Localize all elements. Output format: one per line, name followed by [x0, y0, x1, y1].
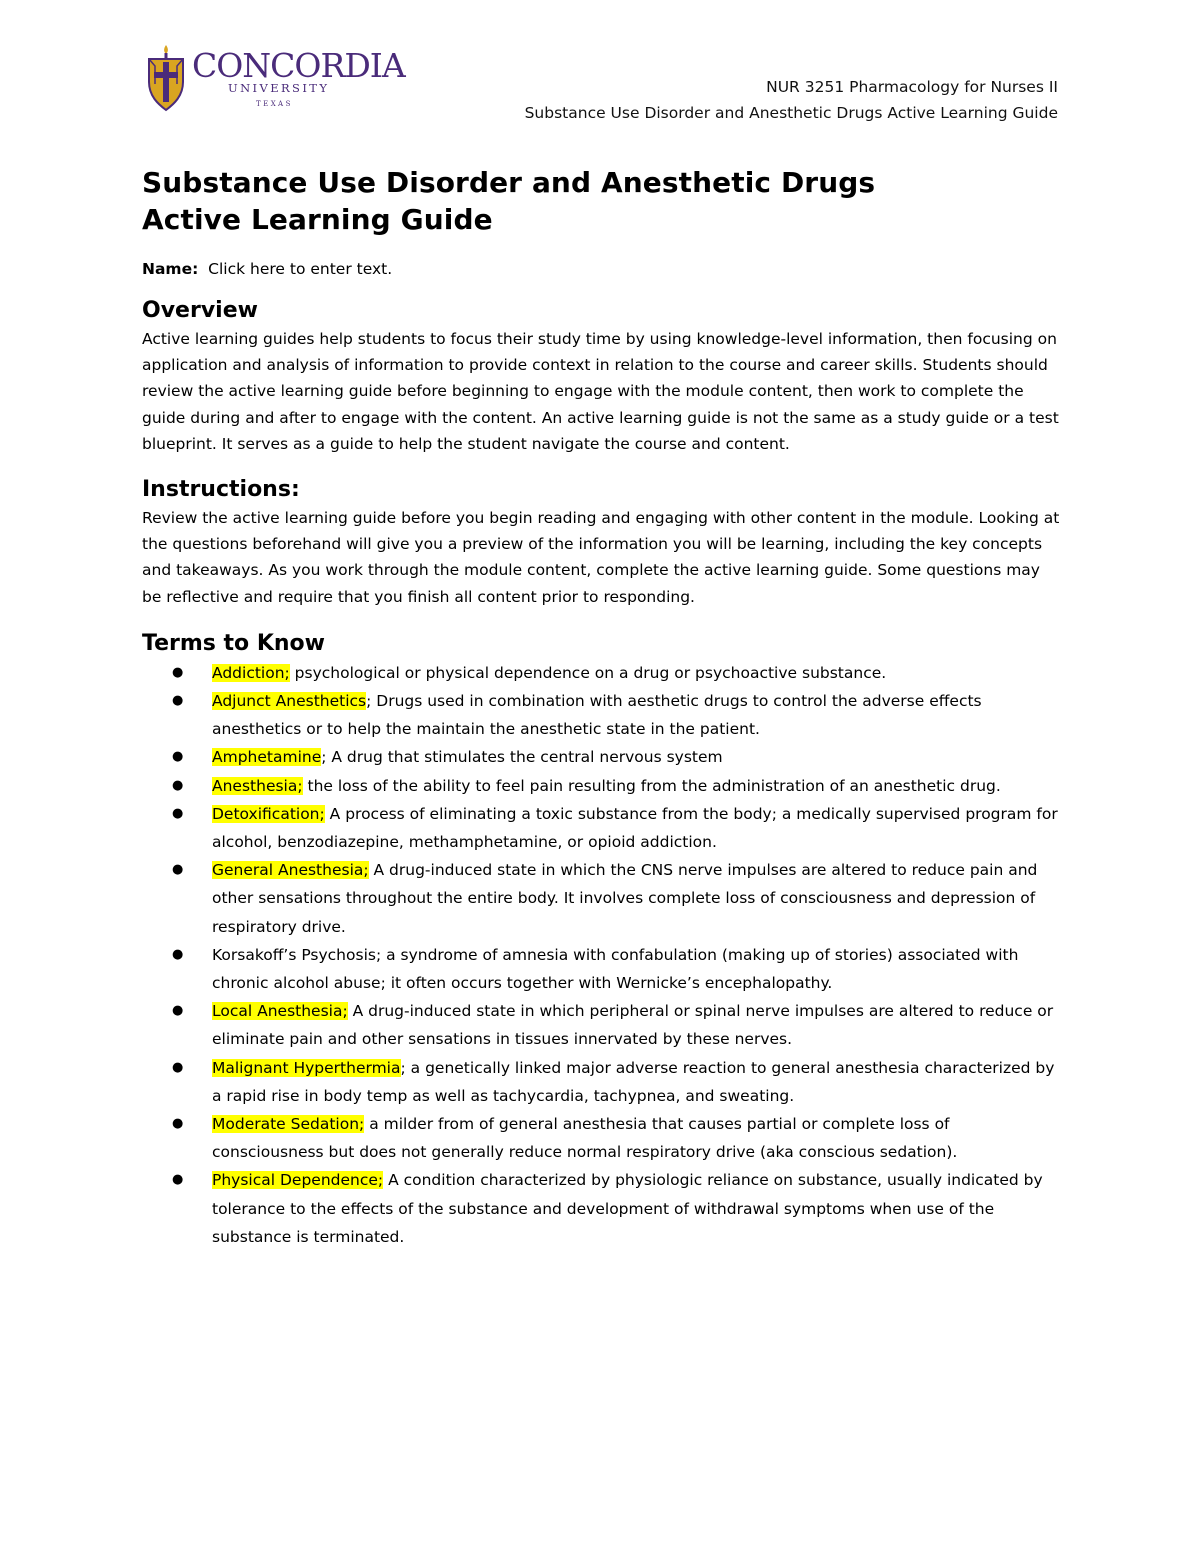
- term-name: Local Anesthesia;: [212, 1002, 348, 1021]
- bullet-icon: ●: [172, 1059, 184, 1075]
- instructions-heading: Instructions:: [142, 477, 300, 503]
- bullet-icon: ●: [172, 693, 184, 709]
- page-title: [142, 164, 1062, 238]
- term-definition: ; A drug that stimulates the central nervous system: [321, 748, 723, 767]
- term-name: Physical Dependence;: [212, 1171, 384, 1190]
- terms-list: [142, 659, 1062, 1251]
- logo-wordmark: CONCORDIA: [192, 46, 405, 85]
- term-item: [142, 997, 1062, 1053]
- page-header: [525, 74, 1058, 126]
- bullet-icon: ●: [172, 664, 184, 680]
- course-title: NUR 3251 Pharmacology for Nurses II: [766, 78, 1058, 96]
- logo-state: TEXAS: [256, 100, 293, 108]
- overview-text: Active learning guides help students to focus their study time by using knowledge-level information, then focusing on application and analysis of information to provide context in relation to the course and career skills. Students should review the active learning guide before beginning to engage with the module content, then work to complete the guide during and after to engage with the content. An active learning guide is not the same as a study guide or a test blueprint. It serves as a guide to help the student navigate the course and content.: [142, 330, 1059, 453]
- bullet-icon: ●: [172, 1172, 184, 1188]
- bullet-icon: ●: [172, 1003, 184, 1019]
- term-name: General Anesthesia;: [212, 861, 369, 880]
- term-item: [142, 687, 1062, 743]
- term-name: Amphetamine: [212, 748, 322, 767]
- term-item: [142, 659, 1062, 687]
- term-definition: a syndrome of amnesia with confabulation (making up of stories) associated with chronic alcohol abuse; it often occurs together with Wernicke’s encephalopathy.: [212, 945, 1019, 993]
- term-item: [142, 856, 1062, 941]
- term-item: [142, 1110, 1062, 1166]
- term-definition: A condition characterized by physiologic reliance on substance, usually indicated by tolerance to the effects of the substance and development of withdrawal symptoms when use of the substance is terminated.: [212, 1171, 1043, 1246]
- guide-title: Substance Use Disorder and Anesthetic Drugs Active Learning Guide: [524, 104, 1058, 122]
- bullet-icon: ●: [172, 749, 184, 765]
- name-input[interactable]: Click here to enter text.: [208, 260, 393, 278]
- bullet-icon: ●: [172, 1116, 184, 1132]
- concordia-logo: [146, 44, 405, 114]
- term-definition: the loss of the ability to feel pain resulting from the administration of an anesthetic drug.: [302, 776, 1001, 795]
- term-definition: ; a genetically linked major adverse reaction to general anesthesia characterized by a rapid rise in body temp as well as tachycardia, tachypnea, and sweating.: [212, 1058, 1055, 1105]
- term-name: Anesthesia;: [212, 776, 303, 795]
- term-item: [142, 800, 1062, 856]
- term-definition: A drug-induced state in which peripheral or spinal nerve impulses are altered to reduce or eliminate pain and other sensations in tissues innervated by these nerves.: [212, 1002, 1054, 1049]
- term-item: [142, 772, 1062, 800]
- overview-heading: Overview: [142, 298, 258, 323]
- term-definition: psychological or physical dependence on a drug or psychoactive substance.: [289, 663, 887, 682]
- term-item: [142, 743, 1062, 771]
- terms-heading: Terms to Know: [142, 630, 325, 656]
- term-name: Korsakoff’s Psychosis;: [212, 945, 382, 964]
- name-field-row: [142, 256, 1062, 282]
- bullet-icon: ●: [172, 777, 184, 793]
- term-definition: A process of eliminating a toxic substance from the body; a medically supervised program for alcohol, benzodiazepine, methamphetamine, or opioid addiction.: [212, 804, 1058, 852]
- university-crest-icon: [146, 44, 186, 114]
- term-name: Malignant Hyperthermia: [212, 1058, 401, 1077]
- term-item: [142, 1166, 1062, 1251]
- term-definition: a milder from of general anesthesia that causes partial or complete loss of consciousness but does not generally reduce normal respiratory drive (aka conscious sedation).: [212, 1115, 958, 1162]
- term-name: Addiction;: [212, 663, 290, 682]
- term-definition: ; Drugs used in combination with aesthetic drugs to control the adverse effects anesthetics or to help the maintain the anesthetic state in the patient.: [212, 692, 982, 739]
- logo-subline: UNIVERSITY: [228, 81, 330, 95]
- term-item: [142, 941, 1062, 997]
- title-line-1: Substance Use Disorder and Anesthetic Drugs: [142, 166, 876, 199]
- bullet-icon: ●: [172, 946, 184, 962]
- term-name: Detoxification;: [212, 804, 325, 823]
- bullet-icon: ●: [172, 862, 184, 878]
- name-label: Name:: [142, 260, 199, 278]
- term-name: Moderate Sedation;: [212, 1115, 365, 1134]
- term-definition: A drug-induced state in which the CNS nerve impulses are altered to reduce pain and other sensations throughout the entire body. It involves complete loss of consciousness and depression of respiratory drive.: [212, 861, 1038, 936]
- document-body: [142, 164, 1062, 1251]
- bullet-icon: ●: [172, 805, 184, 821]
- title-line-2: Active Learning Guide: [142, 203, 493, 236]
- term-name: Adjunct Anesthetics: [212, 692, 367, 711]
- instructions-text: Review the active learning guide before you begin reading and engaging with other content in the module. Looking at the questions beforehand will give you a preview of the information you will be learning, including the key concepts and takeaways. As you work through the module content, complete the active learning guide. Some questions may be reflective and require that you finish all content prior to responding.: [142, 509, 1060, 606]
- term-item: [142, 1054, 1062, 1110]
